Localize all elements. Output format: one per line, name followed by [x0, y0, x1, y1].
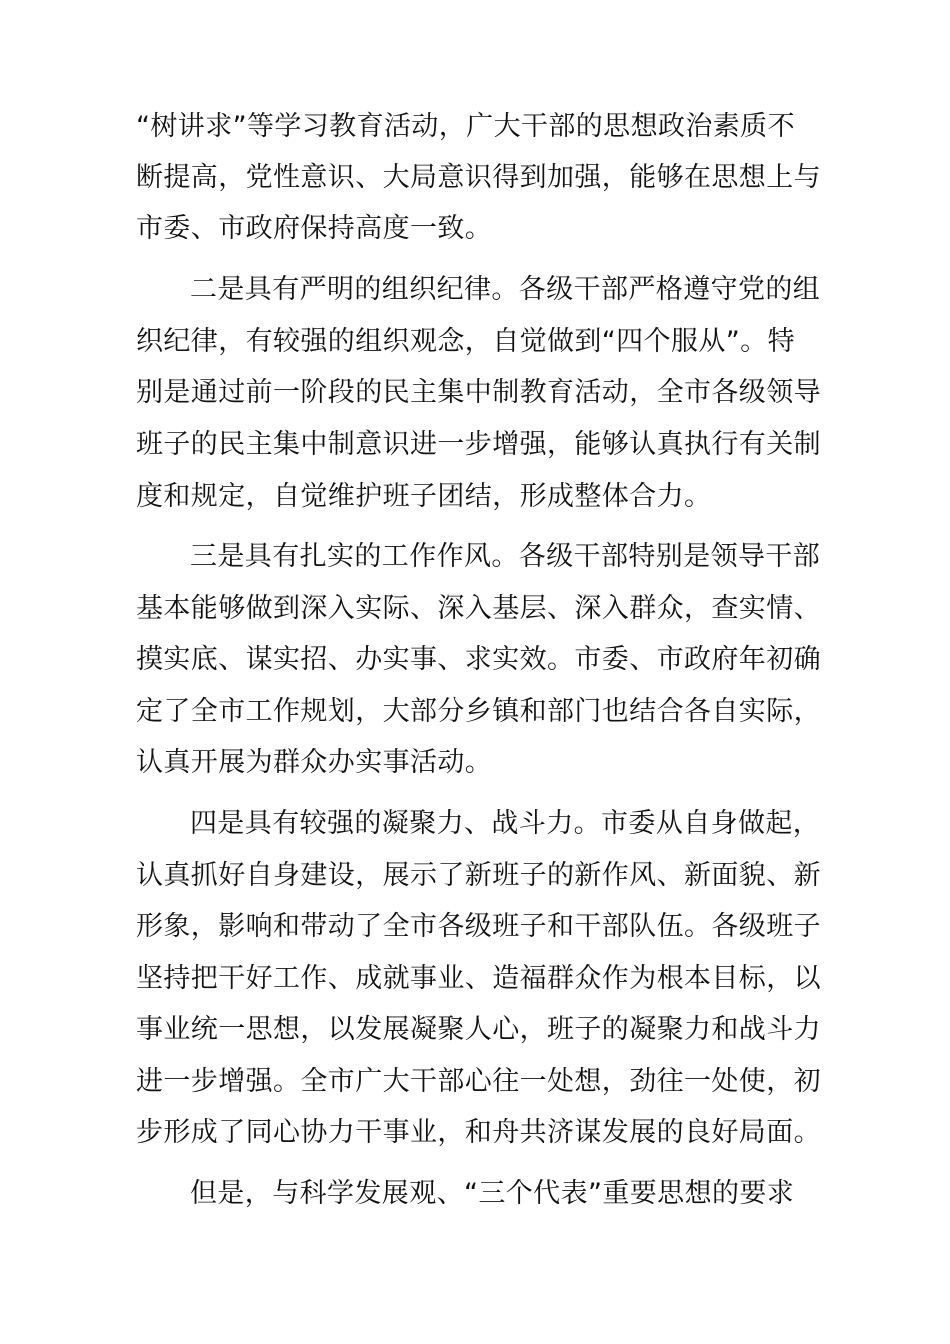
- text-line: 步形成了同心协力干事业，和舟共济谋发展的良好局面。: [136, 1117, 821, 1148]
- text-line: 坚持把干好工作、成就事业、造福群众作为根本目标，以: [136, 963, 821, 994]
- text-line: 度和规定，自觉维护班子团结，形成整体合力。: [136, 481, 712, 512]
- text-line: 市委、市政府保持高度一致。: [136, 213, 493, 244]
- text-line: 织纪律，有较强的组织观念，自觉做到“四个服从”。特: [136, 326, 795, 357]
- paragraph-start-line: 二是具有严明的组织纪律。各级干部严格遵守党的组: [190, 274, 821, 305]
- paragraph-start-line: 三是具有扎实的工作作风。各级干部特别是领导干部: [190, 541, 821, 572]
- text-line: 摸实底、谋实招、办实事、求实效。市委、市政府年初确: [136, 644, 821, 675]
- text-line: 基本能够做到深入实际、深入基层、深入群众，查实情、: [136, 593, 821, 624]
- text-line: 进一步增强。全市广大干部心往一处想，劲往一处使，初: [136, 1066, 821, 1097]
- text-line: 断提高，党性意识、大局意识得到加强，能够在思想上与: [136, 162, 821, 193]
- text-line: 认真抓好自身建设，展示了新班子的新作风、新面貌、新: [136, 860, 821, 891]
- text-line: 事业统一思想，以发展凝聚人心，班子的凝聚力和战斗力: [136, 1014, 821, 1045]
- text-line: 班子的民主集中制意识进一步增强，能够认真执行有关制: [136, 429, 821, 460]
- text-line: 认真开展为群众办实事活动。: [136, 747, 493, 778]
- text-line: 别是通过前一阶段的民主集中制教育活动，全市各级领导: [136, 377, 821, 408]
- text-line: 形象，影响和带动了全市各级班子和干部队伍。各级班子: [136, 911, 821, 942]
- paragraph-start-line: 但是，与科学发展观、“三个代表”重要思想的要求: [190, 1178, 795, 1209]
- text-line: “树讲求”等学习教育活动，广大干部的思想政治素质不: [136, 111, 795, 142]
- text-line: 定了全市工作规划，大部分乡镇和部门也结合各自实际，: [136, 696, 821, 727]
- paragraph-start-line: 四是具有较强的凝聚力、战斗力。市委从自身做起，: [190, 808, 821, 839]
